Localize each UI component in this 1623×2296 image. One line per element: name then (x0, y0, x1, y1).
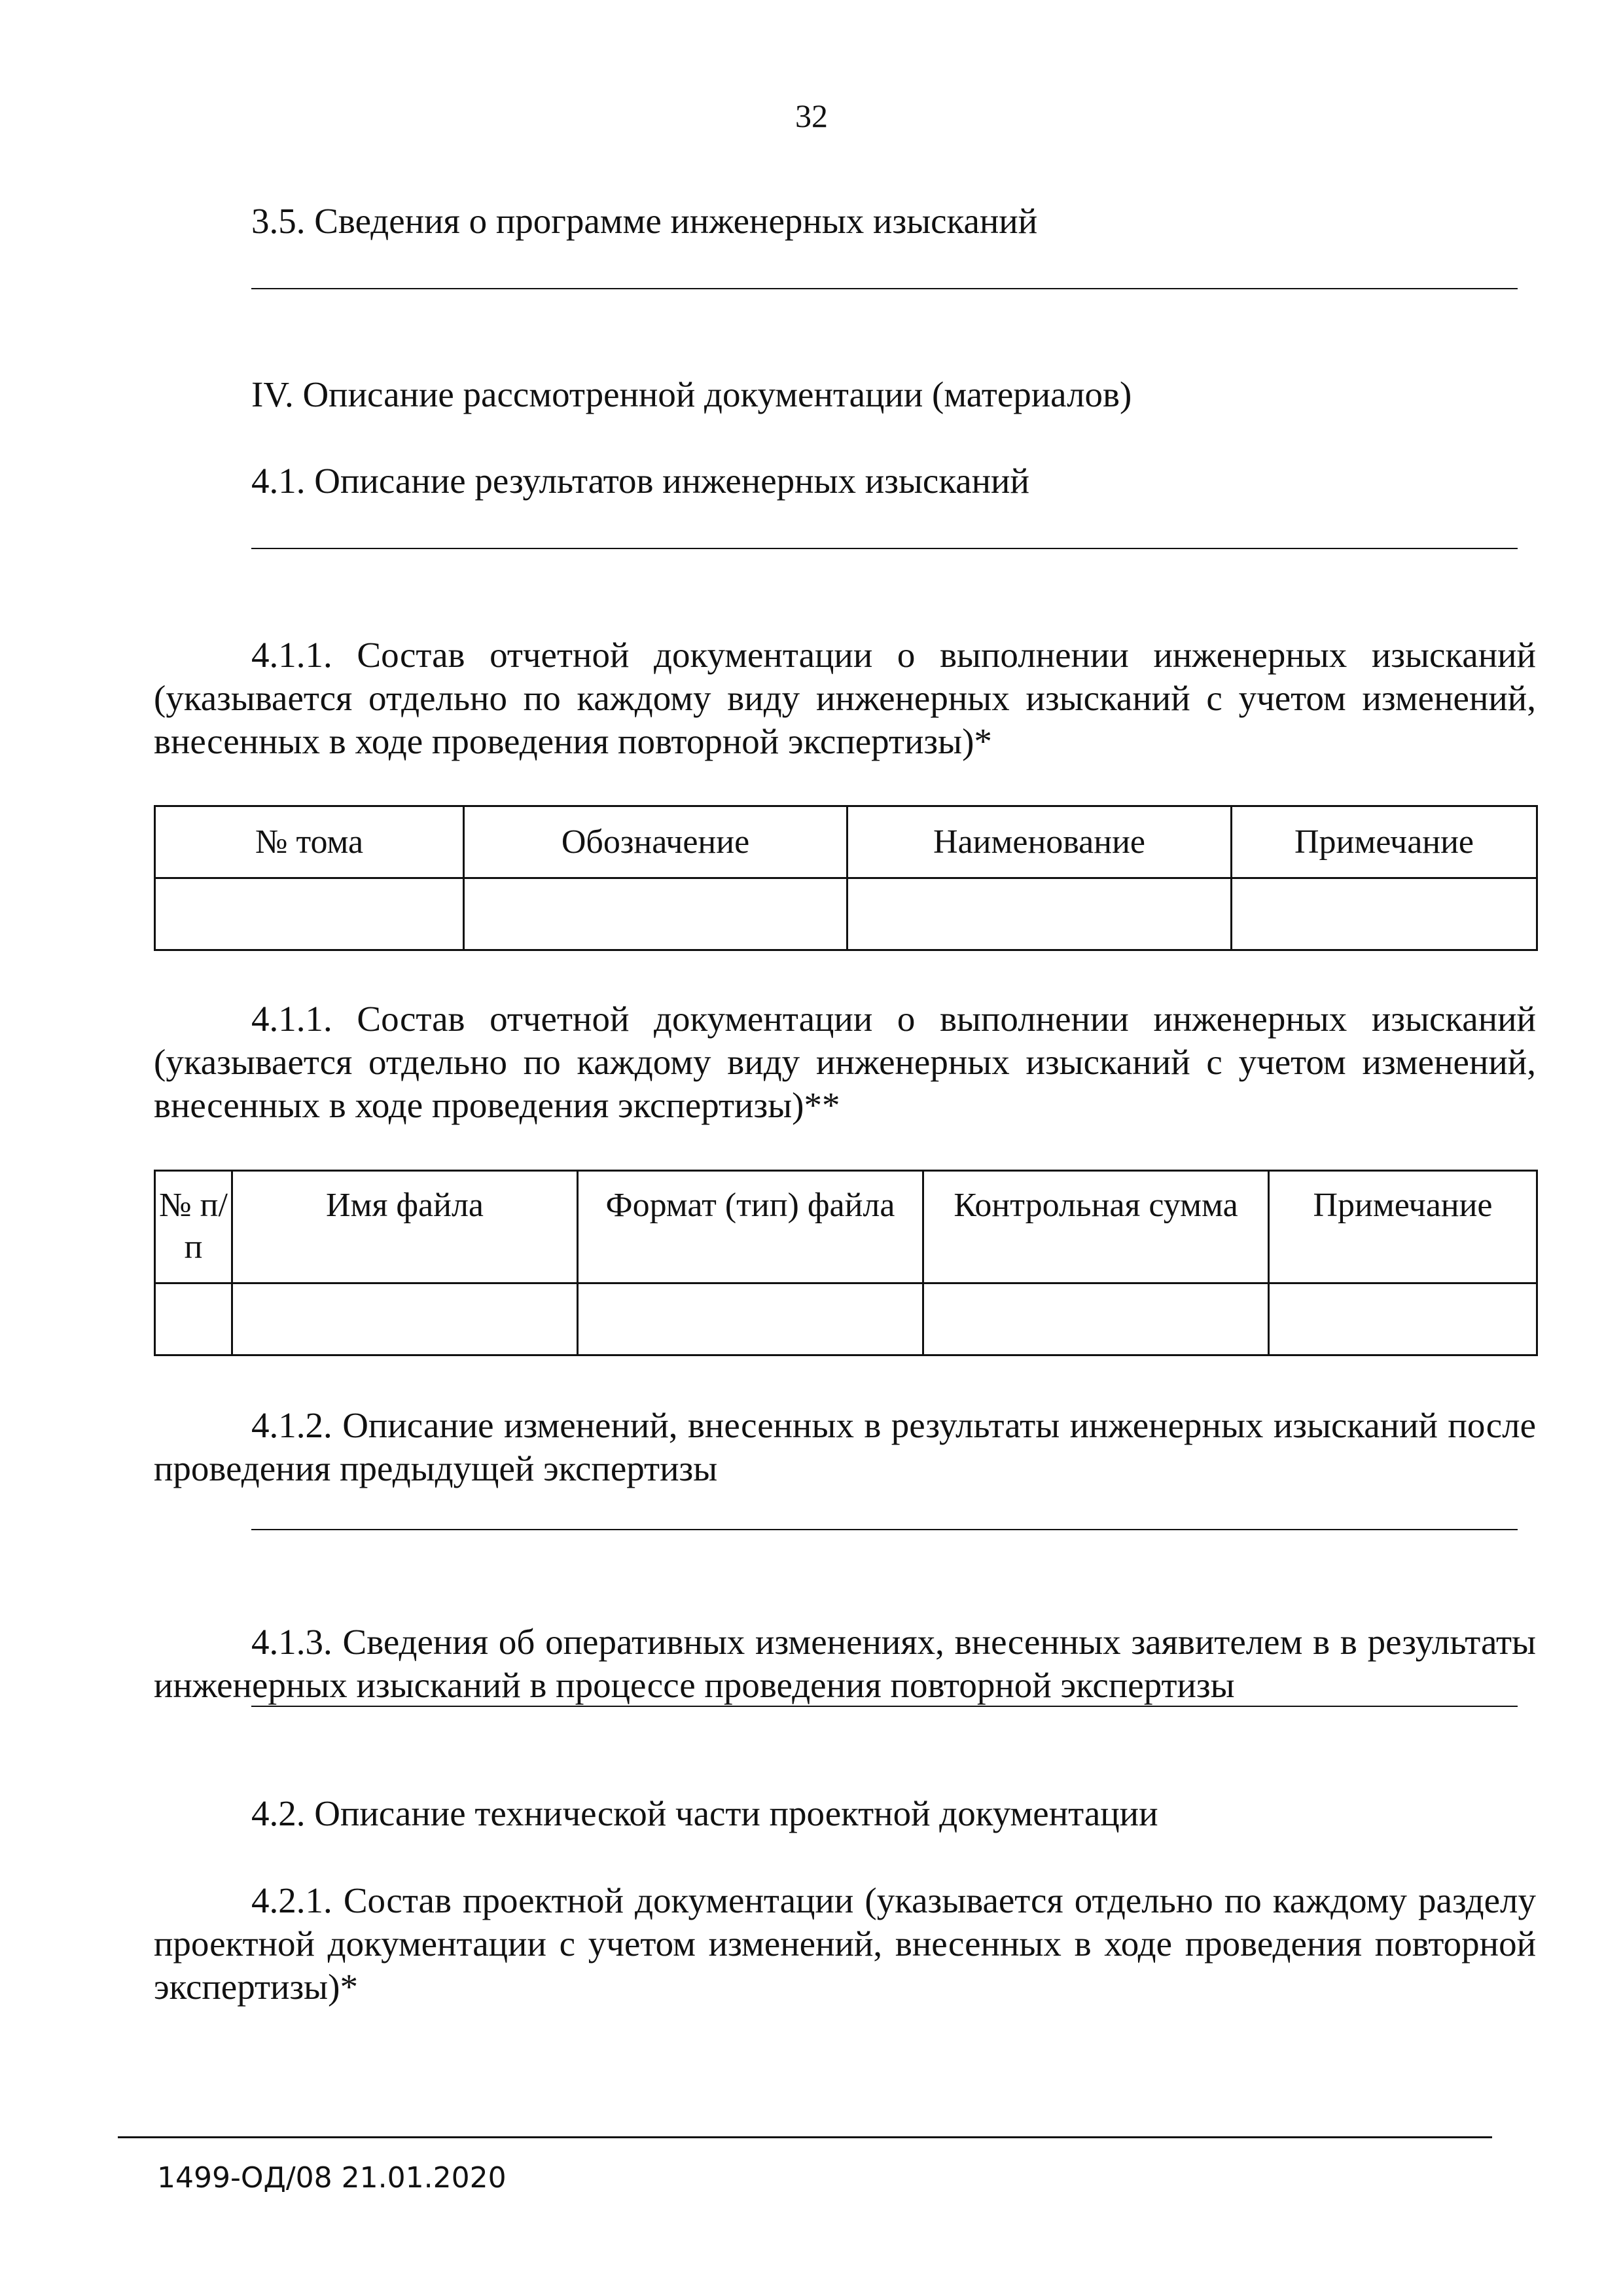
table-cell (232, 1283, 578, 1355)
paragraph-4-1-1-a: 4.1.1. Состав отчетной документации о выполнении инженерных изысканий (указывается отдельно по каждому виду инженерных изысканий с учетом изменений, внесенных в ходе проведения повторной экспертизы)* (154, 635, 1536, 761)
column-header: Примечание (1269, 1171, 1537, 1283)
table-header-row (155, 806, 1537, 878)
column-header: № п/п (155, 1171, 232, 1283)
column-header: Контрольная сумма (923, 1171, 1269, 1283)
footer-divider (118, 2136, 1492, 2138)
table-cell (155, 1283, 232, 1355)
column-header: Примечание (1232, 806, 1537, 878)
paragraph-4-1-1-b: 4.1.1. Состав отчетной документации о выполнении инженерных изысканий (указывается отдельно по каждому виду инженерных изысканий с учетом изменений, внесенных в ходе проведения экспертизы)** (154, 999, 1536, 1125)
table-row (155, 1283, 1537, 1355)
blank-line-4-1 (251, 548, 1518, 549)
table-cell (1269, 1283, 1537, 1355)
heading-section-iv: IV. Описание рассмотренной документации (материалов) (251, 374, 1132, 414)
paragraph-4-1-2: 4.1.2. Описание изменений, внесенных в результаты инженерных изысканий после проведения предыдущей экспертизы (154, 1405, 1536, 1488)
table-cell (155, 878, 464, 950)
heading-3-5: 3.5. Сведения о программе инженерных изысканий (251, 201, 1038, 241)
column-header: Наименование (847, 806, 1232, 878)
table-cell (464, 878, 847, 950)
table-cell (847, 878, 1232, 950)
blank-line-4-1-2 (251, 1529, 1518, 1530)
paragraph-4-1-3: 4.1.3. Сведения об оперативных изменениях, внесенных заявителем в в результаты инженерных изысканий в процессе проведения повторной экспертизы (154, 1622, 1536, 1705)
column-header: Формат (тип) файла (578, 1171, 923, 1283)
table-cell (1232, 878, 1537, 950)
column-header: № тома (155, 806, 464, 878)
report-volumes-table (154, 805, 1538, 951)
paragraph-4-2-1: 4.2.1. Состав проектной документации (указывается отдельно по каждому разделу проектной документации с учетом изменений, внесенных в ходе проведения повторной экспертизы)* (154, 1880, 1536, 2007)
column-header: Обозначение (464, 806, 847, 878)
blank-line-4-1-3 (251, 1706, 1518, 1707)
table-row (155, 878, 1537, 950)
table-cell (923, 1283, 1269, 1355)
heading-4-2: 4.2. Описание технической части проектной документации (251, 1793, 1158, 1833)
column-header: Имя файла (232, 1171, 578, 1283)
table-header-row (155, 1171, 1537, 1283)
table-cell (578, 1283, 923, 1355)
page-number: 32 (795, 98, 828, 134)
document-code: 1499-ОД/08 21.01.2020 (157, 2161, 507, 2195)
blank-line-3-5 (251, 288, 1518, 289)
report-files-table (154, 1170, 1538, 1356)
heading-4-1: 4.1. Описание результатов инженерных изысканий (251, 461, 1029, 501)
